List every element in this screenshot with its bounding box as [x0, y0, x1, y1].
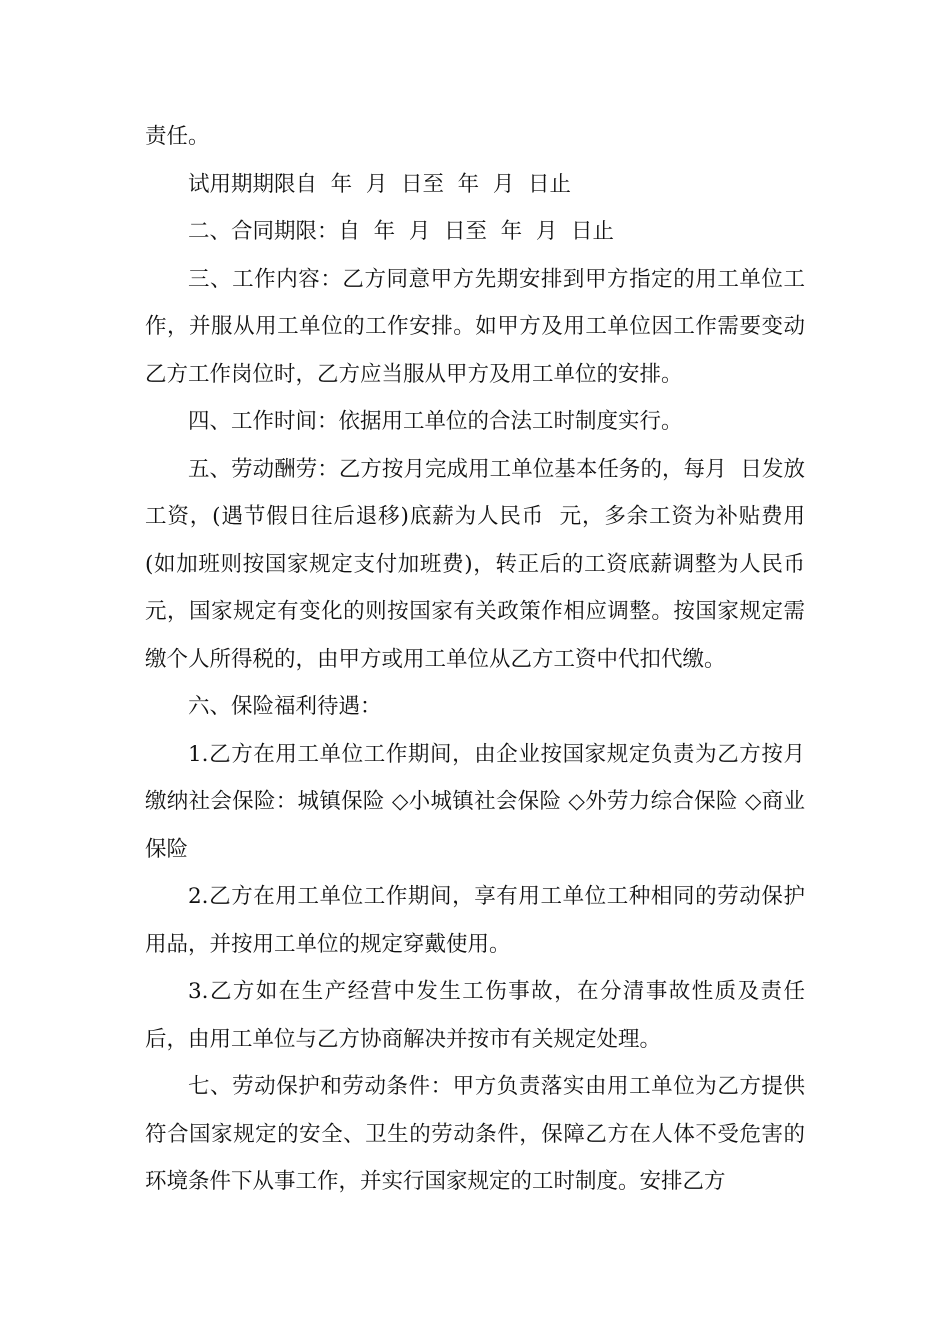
- paragraph-work-content: 三、工作内容：乙方同意甲方先期安排到甲方指定的用工单位工作，并服从用工单位的工作安排。如甲方及用工单位因工作需要变动乙方工作岗位时，乙方应当服从甲方及用工单位的安排。: [145, 266, 805, 387]
- paragraph-insurance-item-2: 2.乙方在用工单位工作期间，享有用工单位工种相同的劳动保护用品，并按用工单位的规定穿戴使用。: [145, 884, 805, 957]
- paragraph-continuation: 责任。: [145, 124, 210, 149]
- paragraph-insurance-item-3: 3.乙方如在生产经营中发生工伤事故，在分清事故性质及责任后，由用工单位与乙方协商解决并按市有关规定处理。: [145, 979, 805, 1052]
- document-page: [145, 113, 819, 1206]
- paragraph-remuneration: 五、劳动酬劳：乙方按月完成用工单位基本任务的，每月 日发放工资，(遇节假日往后退移)底薪为人民币 元，多余工资为补贴费用(如加班则按国家规定支付加班费)，转正后的工资底薪调整为人民币 元，国家规定有变化的则按国家有关政策作相应调整。按国家规定需缴个人所得税的，由甲方或用工单位从乙方工资中代扣代缴。: [145, 456, 819, 672]
- paragraph-contract-term: 二、合同期限：自 年 月 日至 年 月 日止: [188, 219, 615, 244]
- paragraph-insurance-item-1: 1.乙方在用工单位工作期间，由企业按国家规定负责为乙方按月缴纳社会保险：城镇保险 ◇小城镇社会保险 ◇外劳力综合保险 ◇商业保险: [145, 741, 805, 862]
- paragraph-labor-protection: 七、劳动保护和劳动条件：甲方负责落实由用工单位为乙方提供符合国家规定的安全、卫生的劳动条件，保障乙方在人体不受危害的环境条件下从事工作，并实行国家规定的工时制度。安排乙方: [145, 1074, 805, 1194]
- paragraph-working-hours: 四、工作时间：依据用工单位的合法工时制度实行。: [188, 409, 683, 434]
- paragraph-insurance-heading: 六、保险福利待遇：: [188, 694, 382, 719]
- paragraph-probation-period: 试用期期限自 年 月 日至 年 月 日止: [188, 171, 572, 197]
